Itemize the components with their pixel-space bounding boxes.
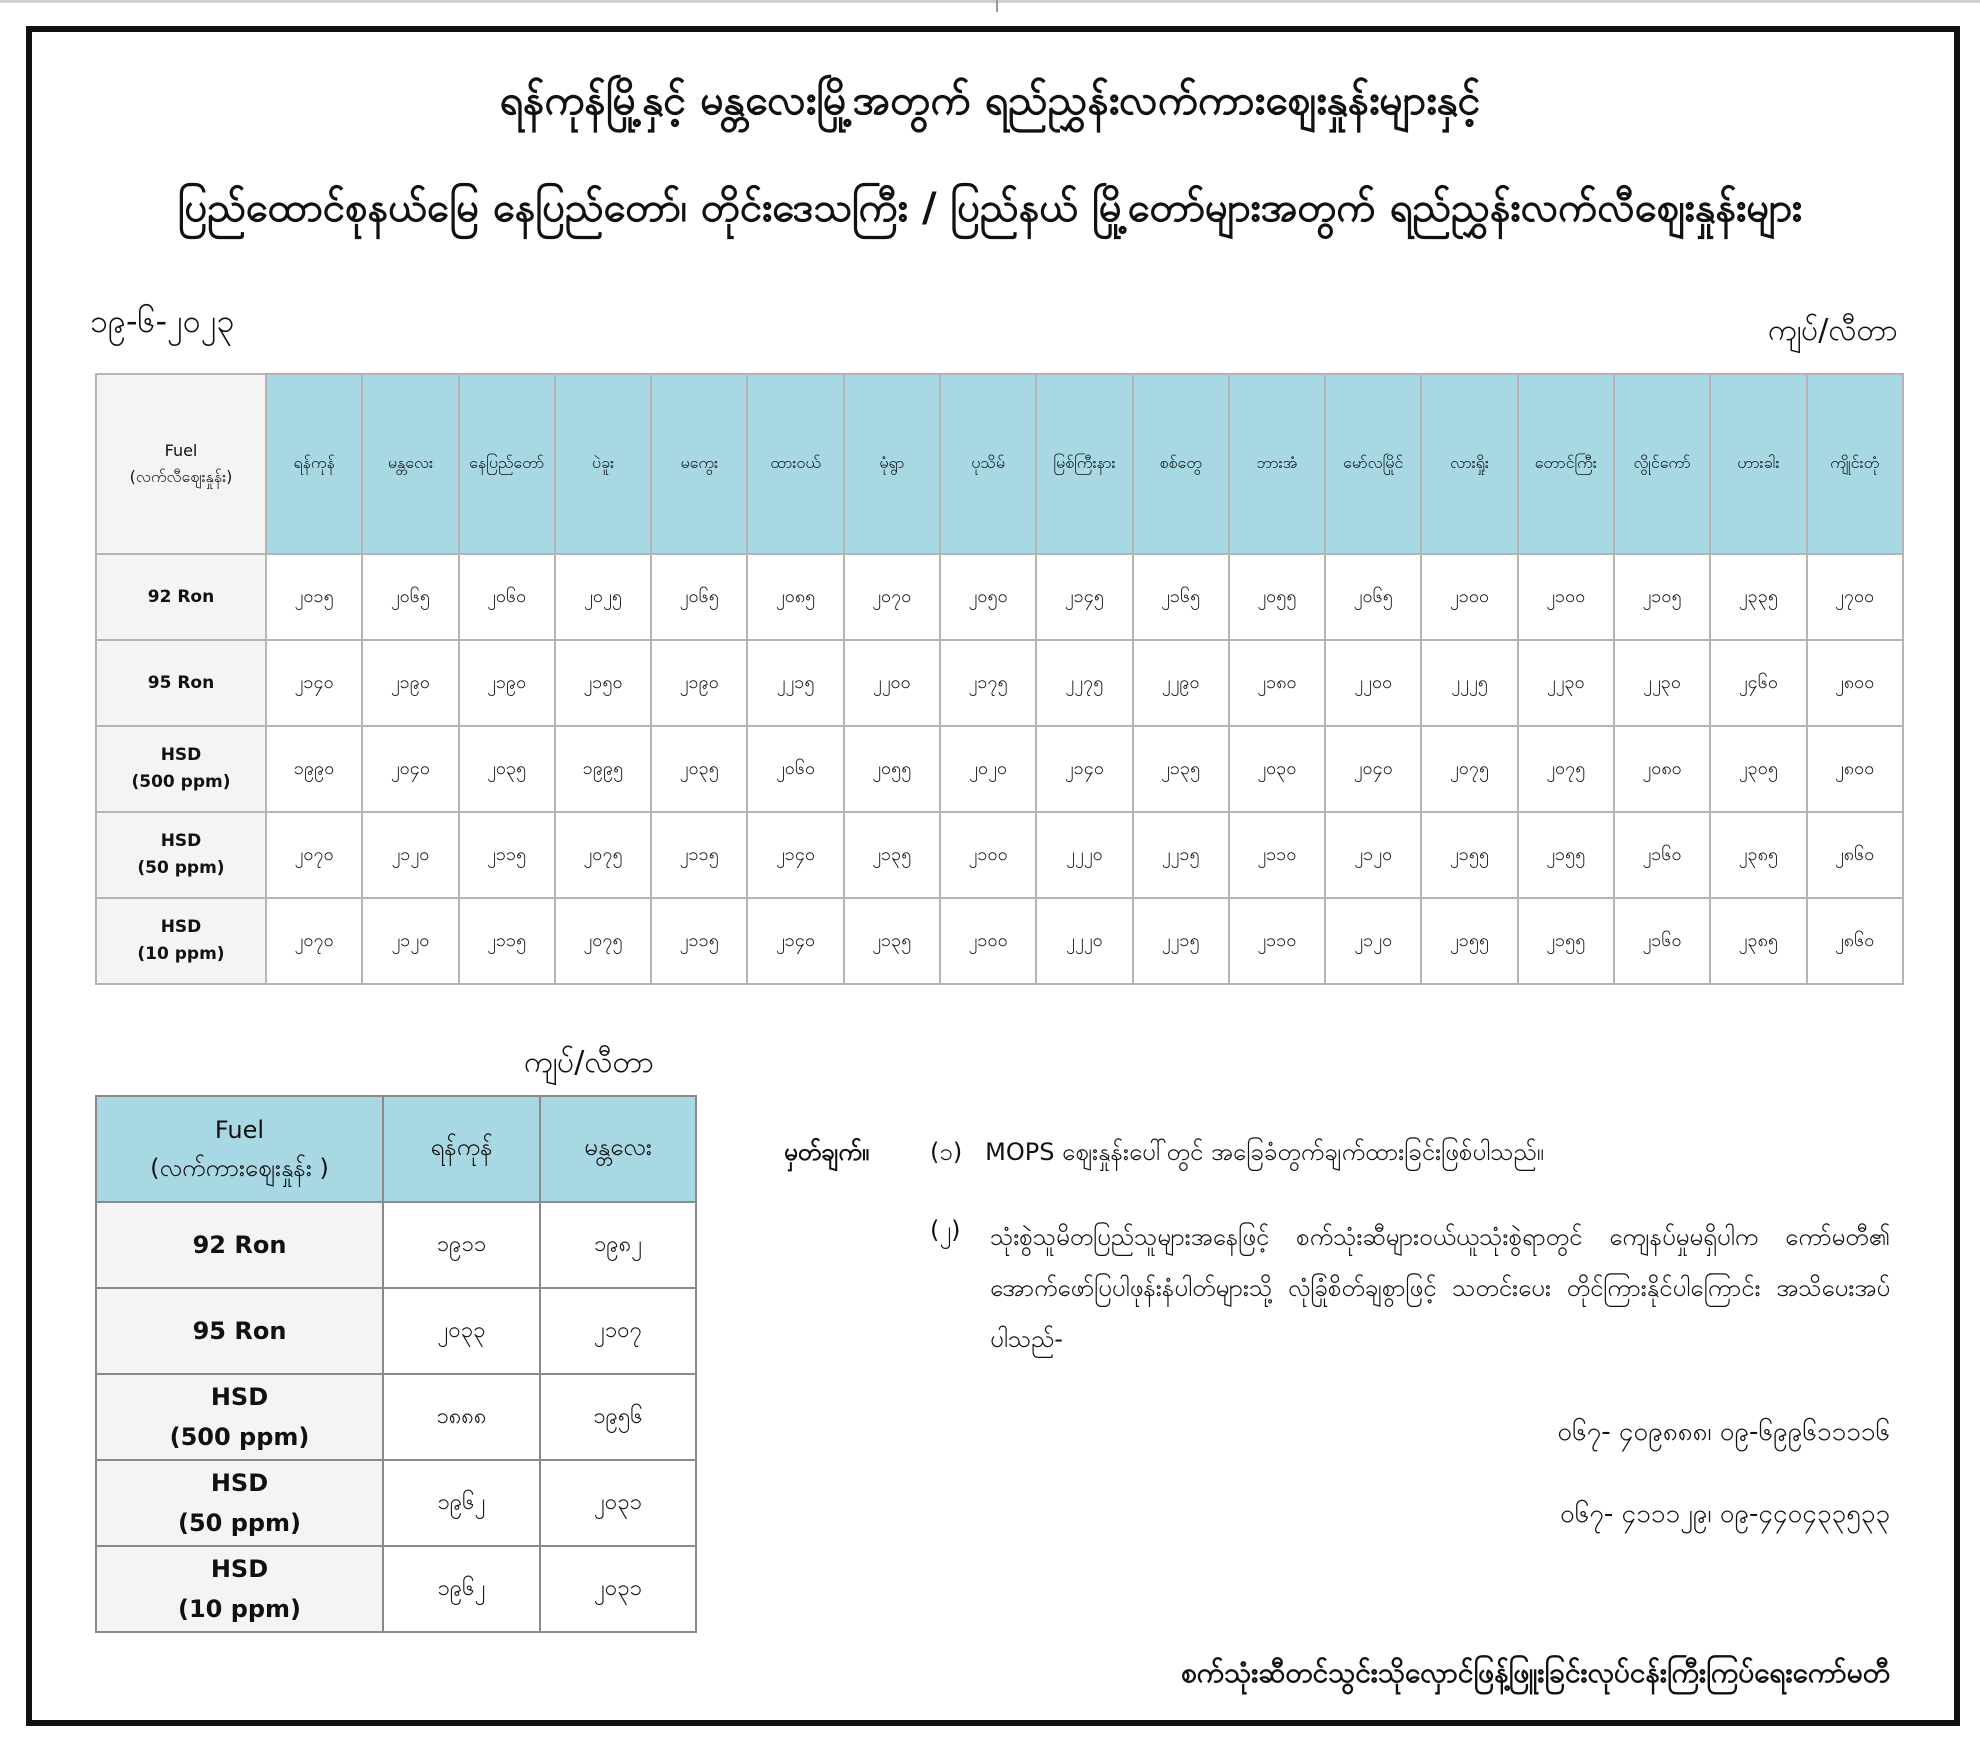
table-row [96,1460,696,1546]
price-cell: ၂၁၀၅ [1614,554,1710,640]
price-cell: ၂၂၂၀ [1036,812,1132,898]
city-header: မော်လမြိုင် [1325,374,1421,554]
price-cell: ၂၈၆၀ [1807,812,1903,898]
note-2-text: သုံးစွဲသူမိတပြည်သူများအနေဖြင့် စက်သုံးဆီများဝယ်ယူသုံးစွဲရာတွင် ကျေနပ်မှုမရှိပါက ကော်မတီ၏ အောက်ဖော်ပြပါဖုန်းနံပါတ်များသို့ လုံခြုံစိတ်ချစွာဖြင့် သတင်းပေး တိုင်ကြားနိုင်ပါကြောင်း အသိပေးအပ်ပါသည်- [990,1223,1890,1353]
price-cell: ၂၁၀၀ [940,898,1036,984]
fuel-label-line: HSD [210,1383,269,1411]
fuel-type-cell [96,1202,383,1288]
price-cell: ၂၁၆၅ [1133,554,1229,640]
price-cell: ၂၀၃၅ [651,726,747,812]
price-cell: ၂၁၂၀ [1325,898,1421,984]
price-cell: ၂၁၁၀ [1229,898,1325,984]
wholesale-unit-label: ကျပ်/လီတာ [524,1045,655,1080]
retail-unit-label: ကျပ်/လီတာ [1767,313,1898,348]
phone-line-2: ၀၆၇- ၄၁၁၁၂၉၊ ၀၉-၄၄၀၄၃၃၅၃၃ [1559,1499,1890,1529]
price-cell: ၂၂၁၅ [747,640,843,726]
fuel-type-cell [96,1546,383,1632]
price-cell: ၂၂၀၀ [844,640,940,726]
fuel-header-cell [96,374,266,554]
price-cell: ၁၉၁၁ [383,1202,540,1288]
city-header: နေပြည်တော် [459,374,555,554]
price-cell: ၂၁၁၅ [651,812,747,898]
price-cell: ၂၀၃၃ [383,1288,540,1374]
fuel-type-cell [96,812,266,898]
city-header: ထားဝယ် [747,374,843,554]
price-cell: ၂၃၀၅ [1710,726,1806,812]
price-cell: ၂၈၀၀ [1807,726,1903,812]
city-header: ရန်ကုန် [266,374,362,554]
fuel-type-cell [96,1374,383,1460]
price-cell: ၂၀၇၀ [266,898,362,984]
city-header: စစ်တွေ [1133,374,1229,554]
fuel-label-line: 92 Ron [147,586,215,607]
city-header: လားရှိုး [1421,374,1517,554]
price-cell: ၁၉၆၂ [383,1546,540,1632]
price-cell: ၂၀၂၅ [555,554,651,640]
note-1-number: (၁) [930,1138,963,1166]
note-1 [930,1136,1544,1172]
price-cell: ၂၂၁၅ [1133,898,1229,984]
price-cell: ၂၀၇၅ [1518,726,1614,812]
price-cell: ၂၁၇၅ [940,640,1036,726]
fuel-type-cell [96,898,266,984]
fuel-type-cell [96,640,266,726]
price-cell: ၂၀၆၀ [459,554,555,640]
price-cell: ၂၀၁၅ [266,554,362,640]
price-cell: ၂၁၄၀ [1036,726,1132,812]
price-cell: ၂၂၂၅ [1421,640,1517,726]
price-cell: ၂၀၇၅ [555,898,651,984]
price-cell: ၂၇၀၀ [1807,554,1903,640]
price-cell: ၂၁၁၀ [1229,812,1325,898]
price-cell: ၂၁၄၀ [747,898,843,984]
price-cell: ၂၂၃၀ [1614,640,1710,726]
price-cell: ၁၉၅၆ [540,1374,696,1460]
price-cell: ၂၂၃၀ [1518,640,1614,726]
price-cell: ၂၀၄၀ [362,726,458,812]
price-cell: ၂၈၆၀ [1807,898,1903,984]
notes-label: မှတ်ချက်။ [784,1138,870,1166]
price-cell: ၂၁၅၅ [1421,898,1517,984]
city-header: ပဲခူး [555,374,651,554]
top-rule [0,0,1980,3]
price-cell: ၂၁၅၅ [1518,812,1614,898]
price-cell: ၂၁၀၀ [1518,554,1614,640]
price-cell: ၂၀၅၅ [844,726,940,812]
price-cell: ၂၃၃၅ [1710,554,1806,640]
price-cell: ၂၁၀၀ [1421,554,1517,640]
fuel-type-cell [96,1460,383,1546]
price-cell: ၂၀၄၀ [1325,726,1421,812]
price-cell: ၂၁၆၀ [1614,898,1710,984]
price-cell: ၂၈၀၀ [1807,640,1903,726]
price-cell: ၁၉၈၂ [540,1202,696,1288]
fuel-label-line: (50 ppm) [137,858,225,878]
price-cell: ၂၁၀၀ [940,812,1036,898]
table-row [96,1374,696,1460]
title-line-2: ပြည်ထောင်စုနယ်မြေ နေပြည်တော်၊ တိုင်းဒေသကြီး / ပြည်နယ် မြို့တော်များအတွက် ရည်ညွှန်းလက်လီဈေးနှုန်းများ [177,185,1803,231]
price-cell: ၂၀၆၅ [1325,554,1421,640]
city-header: လွိုင်ကော် [1614,374,1710,554]
price-cell: ၂၁၉၀ [362,640,458,726]
price-cell: ၂၂၂၀ [1036,898,1132,984]
price-cell: ၂၀၈၀ [1614,726,1710,812]
fuel-label-line: Fuel [214,1116,265,1144]
price-cell: ၂၀၇၀ [844,554,940,640]
price-cell: ၂၁၃၅ [1133,726,1229,812]
price-cell: ၂၁၈၀ [1229,640,1325,726]
fuel-label-line: HSD [160,917,202,937]
fuel-type-cell [96,726,266,812]
price-cell: ၂၀၃၀ [1229,726,1325,812]
price-cell: ၂၀၂၀ [940,726,1036,812]
notice-date: ၁၉-၆-၂၀၂၃ [90,302,235,340]
city-header: ဘားအံ [1229,374,1325,554]
price-cell: ၂၁၅၀ [555,640,651,726]
city-header: မန္တလေး [540,1096,696,1202]
fuel-label-line: HSD [210,1555,269,1583]
price-cell: ၂၁၅၅ [1518,898,1614,984]
price-cell: ၂၁၃၅ [844,812,940,898]
price-cell: ၂၃၈၅ [1710,812,1806,898]
price-cell: ၂၁၁၅ [651,898,747,984]
note-1-text: MOPS ဈေးနှုန်းပေါ်တွင် အခြေခံတွက်ချက်ထားခြင်းဖြစ်ပါသည်။ [985,1138,1544,1166]
fuel-label-line: HSD [210,1469,269,1497]
fuel-label-line: (10 ppm) [177,1595,302,1623]
price-cell: ၂၁၄၀ [747,812,843,898]
price-cell: ၂၁၁၅ [459,812,555,898]
table-row [96,1288,696,1374]
fuel-label-line: Fuel [164,441,198,460]
city-header: ဟားခါး [1710,374,1806,554]
price-cell: ၂၂၀၀ [1325,640,1421,726]
price-cell: ၂၀၇၅ [1421,726,1517,812]
price-cell: ၂၁၀၇ [540,1288,696,1374]
city-header: ရန်ကုန် [383,1096,540,1202]
price-cell: ၂၀၃၁ [540,1460,696,1546]
fuel-label-line: HSD [160,831,202,851]
fuel-label-line: HSD [160,745,202,765]
price-cell: ၂၀၃၁ [540,1546,696,1632]
price-cell: ၂၁၁၅ [459,898,555,984]
price-cell: ၂၁၄၀ [266,640,362,726]
price-cell: ၂၀၆၅ [651,554,747,640]
price-cell: ၂၁၂၀ [362,898,458,984]
price-cell: ၁၉၉၀ [266,726,362,812]
price-cell: ၁၈၈၈ [383,1374,540,1460]
city-header: တောင်ကြီး [1518,374,1614,554]
fuel-label-line: (လက်လီဈေးနှုန်း) [129,467,233,486]
wholesale-price-table [95,1095,697,1633]
committee-signature: စက်သုံးဆီတင်သွင်းသိုလှောင်ဖြန့်ဖြူးခြင်းလုပ်ငန်းကြီးကြပ်ရေးကော်မတီ [1180,1656,1890,1689]
fuel-type-cell [96,554,266,640]
note-2-number: (၂) [930,1216,961,1244]
price-cell: ၂၁၅၅ [1421,812,1517,898]
city-header: ကျိုင်းတုံ [1807,374,1903,554]
table-row [96,726,1903,812]
fuel-header-cell [96,1096,383,1202]
fuel-type-cell [96,1288,383,1374]
price-cell: ၂၂၁၅ [1133,812,1229,898]
price-cell: ၂၁၃၅ [844,898,940,984]
price-cell: ၁၉၉၅ [555,726,651,812]
city-header: မန္တလေး [362,374,458,554]
price-cell: ၂၀၇၀ [266,812,362,898]
retail-price-table [95,373,1904,985]
price-cell: ၂၀၆၅ [362,554,458,640]
price-cell: ၂၁၄၅ [1036,554,1132,640]
price-cell: ၂၁၂၀ [362,812,458,898]
price-cell: ၂၂၉၀ [1133,640,1229,726]
fuel-label-line: (50 ppm) [177,1509,302,1537]
table-row [96,898,1903,984]
fuel-label-line: (500 ppm) [131,772,231,792]
price-cell: ၂၀၃၅ [459,726,555,812]
table-row [96,640,1903,726]
table-row [96,1546,696,1632]
price-cell: ၂၀၇၅ [555,812,651,898]
title-line-1: ရန်ကုန်မြို့နှင့် မန္တလေးမြို့အတွက် ရည်ညွှန်းလက်ကားဈေးနှုန်းများနှင့် [499,76,1481,124]
table-row [96,812,1903,898]
price-cell: ၂၁၆၀ [1614,812,1710,898]
phone-line-1: ၀၆၇- ၄၀၉၈၈၈၊ ၀၉-၆၉၉၆၁၁၁၁၆ [1557,1417,1890,1447]
price-cell: ၂၁၉၀ [459,640,555,726]
price-cell: ၂၀၅၅ [1229,554,1325,640]
price-cell: ၁၉၆၂ [383,1460,540,1546]
price-cell: ၂၀၅၀ [940,554,1036,640]
city-header: မုံရွာ [844,374,940,554]
fuel-label-line: (500 ppm) [169,1423,310,1451]
price-cell: ၂၁၂၀ [1325,812,1421,898]
city-header: ပုသိမ် [940,374,1036,554]
price-cell: ၂၃၈၅ [1710,898,1806,984]
fuel-label-line: (10 ppm) [137,944,225,964]
fuel-label-line: 95 Ron [147,672,215,693]
city-header: မကွေး [651,374,747,554]
price-cell: ၂၁၉၀ [651,640,747,726]
city-header: မြစ်ကြီးနား [1036,374,1132,554]
fuel-label-line: (လက်ကားဈေးနှုန်း ) [150,1154,329,1182]
price-cell: ၂၄၆၀ [1710,640,1806,726]
fuel-label-line: 95 Ron [192,1317,287,1345]
top-rule-tick [996,0,998,12]
price-cell: ၂၀၈၅ [747,554,843,640]
price-cell: ၂၀၆၀ [747,726,843,812]
table-row [96,1202,696,1288]
fuel-label-line: 92 Ron [192,1231,287,1259]
price-cell: ၂၂၇၅ [1036,640,1132,726]
table-row [96,554,1903,640]
